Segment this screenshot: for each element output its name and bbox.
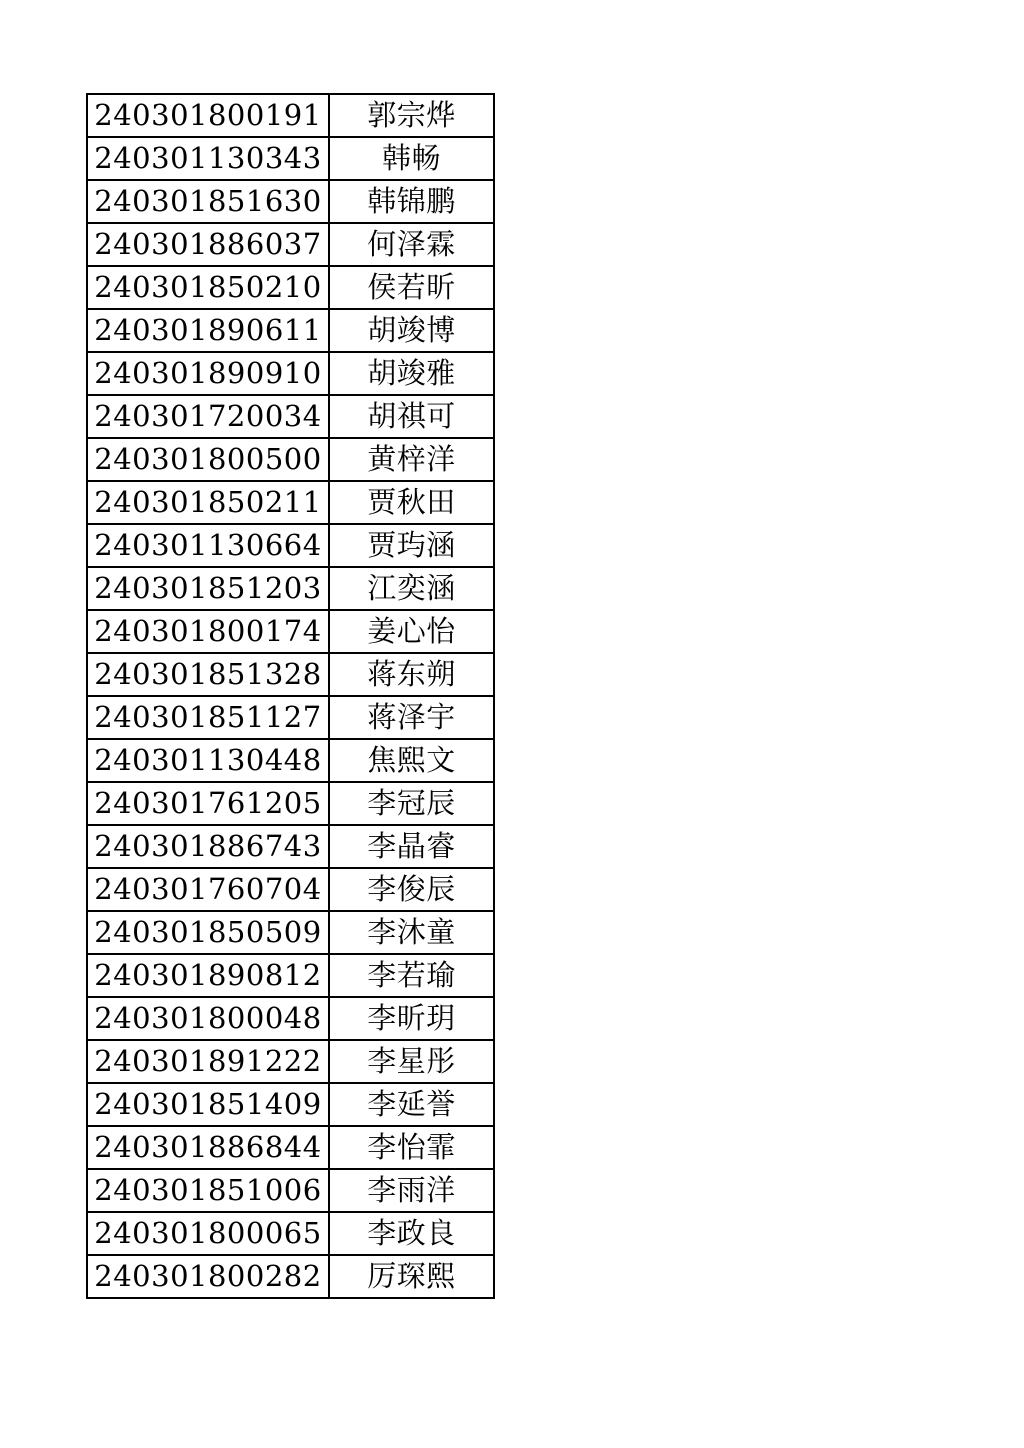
roster-sheet <box>86 93 495 1299</box>
student-id-cell: 240301851006 <box>87 1169 329 1212</box>
student-id-cell: 240301891222 <box>87 1040 329 1083</box>
student-name-cell: 韩锦鹏 <box>329 180 494 223</box>
table-row <box>87 223 494 266</box>
student-id-cell: 240301130448 <box>87 739 329 782</box>
student-id-cell: 240301800282 <box>87 1255 329 1298</box>
table-row <box>87 137 494 180</box>
student-name-cell: 韩畅 <box>329 137 494 180</box>
student-name-cell: 李冠辰 <box>329 782 494 825</box>
student-name-cell: 侯若昕 <box>329 266 494 309</box>
student-id-cell: 240301720034 <box>87 395 329 438</box>
student-name-cell: 厉琛熙 <box>329 1255 494 1298</box>
table-row <box>87 481 494 524</box>
table-row <box>87 180 494 223</box>
student-id-cell: 240301760704 <box>87 868 329 911</box>
student-name-cell: 姜心怡 <box>329 610 494 653</box>
table-row <box>87 567 494 610</box>
table-row <box>87 1212 494 1255</box>
student-id-cell: 240301851203 <box>87 567 329 610</box>
table-row <box>87 911 494 954</box>
table-row <box>87 825 494 868</box>
student-name-cell: 胡祺可 <box>329 395 494 438</box>
student-id-cell: 240301886037 <box>87 223 329 266</box>
table-row <box>87 1083 494 1126</box>
student-name-cell: 李昕玥 <box>329 997 494 1040</box>
student-name-cell: 李晶睿 <box>329 825 494 868</box>
student-id-cell: 240301800048 <box>87 997 329 1040</box>
student-id-cell: 240301850210 <box>87 266 329 309</box>
table-row <box>87 954 494 997</box>
student-name-cell: 贾玙涵 <box>329 524 494 567</box>
table-row <box>87 524 494 567</box>
table-row <box>87 438 494 481</box>
student-name-cell: 胡竣雅 <box>329 352 494 395</box>
student-name-cell: 李若瑜 <box>329 954 494 997</box>
student-name-cell: 蒋泽宇 <box>329 696 494 739</box>
student-id-cell: 240301800191 <box>87 94 329 137</box>
table-row <box>87 266 494 309</box>
table-row <box>87 395 494 438</box>
student-id-cell: 240301800174 <box>87 610 329 653</box>
student-id-cell: 240301761205 <box>87 782 329 825</box>
student-id-cell: 240301886743 <box>87 825 329 868</box>
student-id-cell: 240301130343 <box>87 137 329 180</box>
student-id-cell: 240301851630 <box>87 180 329 223</box>
student-id-cell: 240301800065 <box>87 1212 329 1255</box>
student-name-cell: 黄梓洋 <box>329 438 494 481</box>
student-name-cell: 焦熙文 <box>329 739 494 782</box>
student-name-cell: 李沐童 <box>329 911 494 954</box>
student-id-cell: 240301886844 <box>87 1126 329 1169</box>
student-id-cell: 240301130664 <box>87 524 329 567</box>
student-name-cell: 贾秋田 <box>329 481 494 524</box>
student-name-cell: 李政良 <box>329 1212 494 1255</box>
table-row <box>87 997 494 1040</box>
table-row <box>87 782 494 825</box>
table-row <box>87 1255 494 1298</box>
student-id-cell: 240301890812 <box>87 954 329 997</box>
roster-table-body <box>87 94 494 1298</box>
student-id-cell: 240301850509 <box>87 911 329 954</box>
roster-table <box>86 93 495 1299</box>
student-id-cell: 240301851328 <box>87 653 329 696</box>
student-id-cell: 240301851127 <box>87 696 329 739</box>
student-name-cell: 何泽霖 <box>329 223 494 266</box>
table-row <box>87 653 494 696</box>
table-row <box>87 94 494 137</box>
student-name-cell: 江奕涵 <box>329 567 494 610</box>
student-name-cell: 李雨洋 <box>329 1169 494 1212</box>
student-name-cell: 胡竣博 <box>329 309 494 352</box>
student-id-cell: 240301850211 <box>87 481 329 524</box>
table-row <box>87 352 494 395</box>
student-name-cell: 李怡霏 <box>329 1126 494 1169</box>
table-row <box>87 696 494 739</box>
table-row <box>87 1169 494 1212</box>
student-id-cell: 240301851409 <box>87 1083 329 1126</box>
table-row <box>87 610 494 653</box>
student-name-cell: 李星彤 <box>329 1040 494 1083</box>
table-row <box>87 1040 494 1083</box>
student-id-cell: 240301800500 <box>87 438 329 481</box>
student-id-cell: 240301890910 <box>87 352 329 395</box>
table-row <box>87 868 494 911</box>
table-row <box>87 1126 494 1169</box>
student-name-cell: 李延誉 <box>329 1083 494 1126</box>
student-name-cell: 郭宗烨 <box>329 94 494 137</box>
table-row <box>87 739 494 782</box>
student-id-cell: 240301890611 <box>87 309 329 352</box>
table-row <box>87 309 494 352</box>
student-name-cell: 李俊辰 <box>329 868 494 911</box>
student-name-cell: 蒋东朔 <box>329 653 494 696</box>
